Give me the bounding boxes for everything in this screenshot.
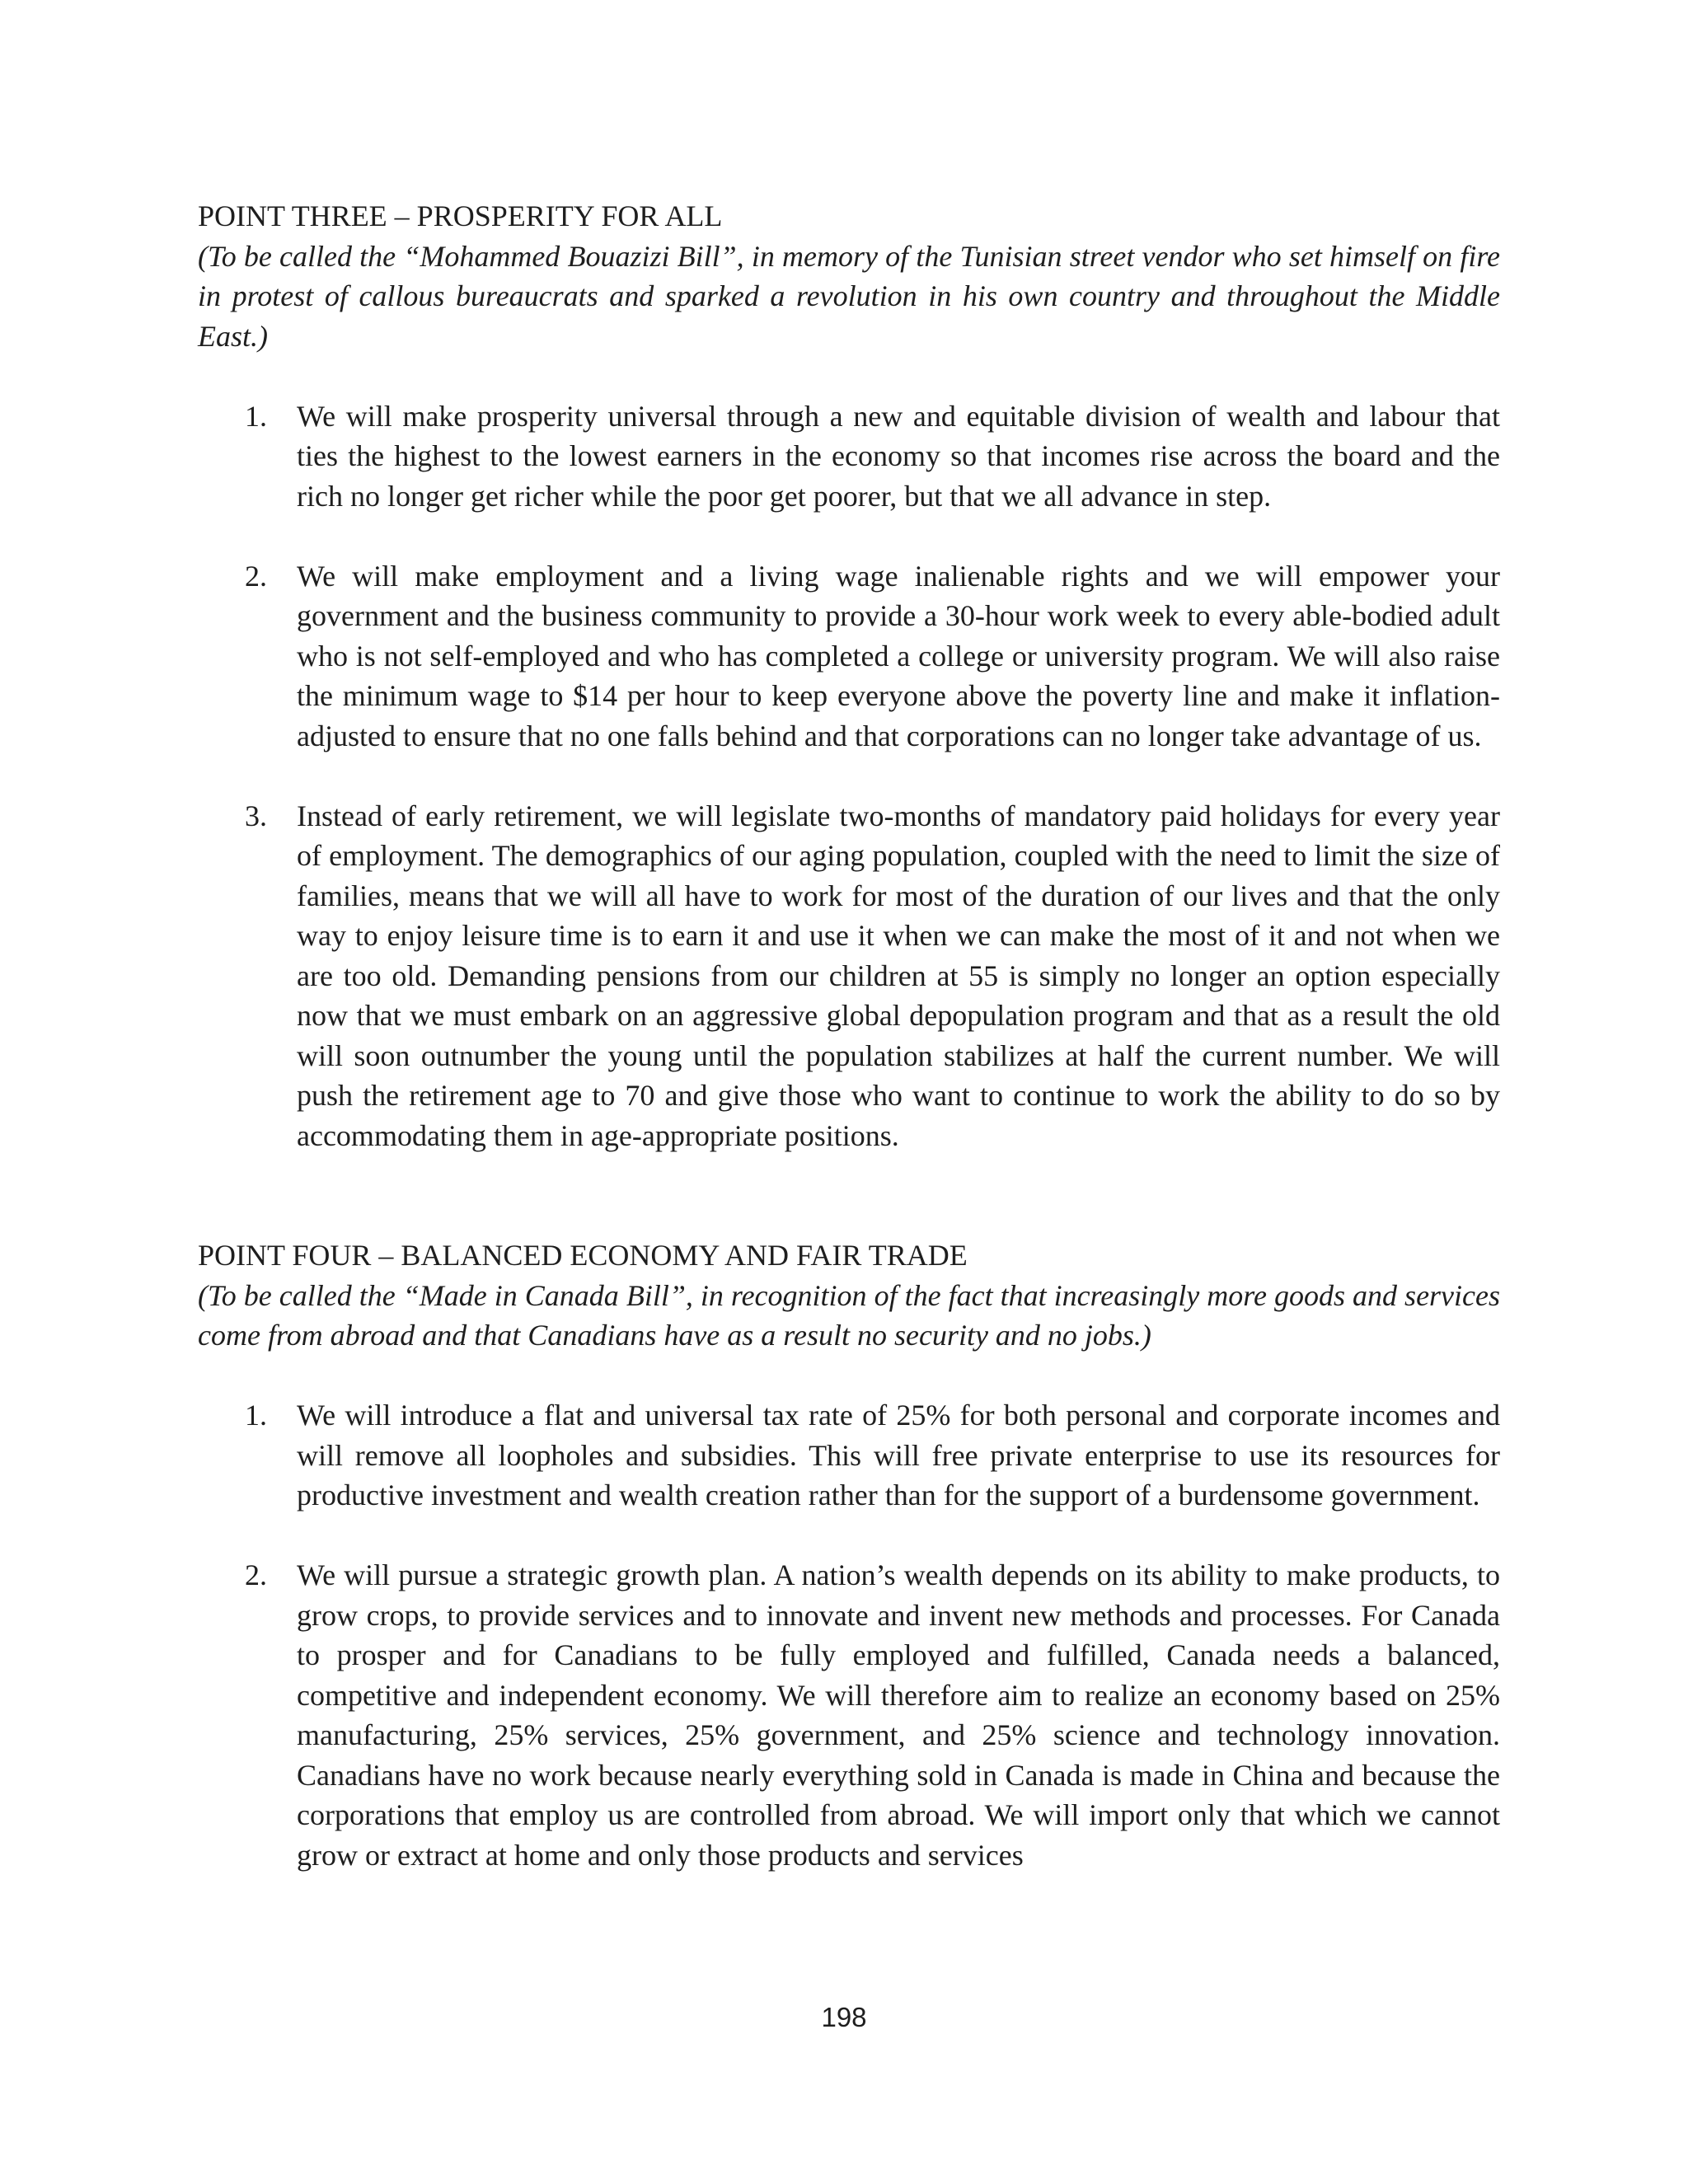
section-heading: POINT FOUR – BALANCED ECONOMY AND FAIR TRADE [198, 1239, 968, 1272]
list-number: 2. [245, 1558, 267, 1591]
section-point-three [198, 196, 1500, 1155]
list-item [198, 1555, 1500, 1875]
page-number: 198 [821, 2002, 867, 2032]
section-point-four [198, 1235, 1500, 1875]
list-number: 2. [245, 559, 267, 593]
list-item-text: We will make employment and a living wage inalienable rights and we will empower your government and the business community to provide a 30-hour work week to every able-bodied adult who is not self-employed and who has completed a college or university program. We will also raise the minimum wage to $14 per hour to keep everyone above the poverty line and make it inflation-adjusted to ensure that no one falls behind and that corporations can no longer take advantage of us. [297, 559, 1500, 752]
list-item-text: We will pursue a strategic growth plan. A nation’s wealth depends on its ability to make products, to grow crops, to provide services and to innovate and invent new methods and processes. For Canada to prosper and for Canadians to be fully employed and fulfilled, Canada needs a balanced, competitive and independent economy. We will therefore aim to realize an economy based on 25% manufacturing, 25% services, 25% government, and 25% science and technology innovation. Canadians have no work because nearly everything sold in Canada is made in China and because the corporations that employ us are controlled from abroad. We will import only that which we cannot grow or extract at home and only those products and services [297, 1558, 1500, 1872]
numbered-list [198, 1395, 1500, 1875]
list-number: 3. [245, 799, 267, 832]
numbered-list [198, 396, 1500, 1156]
list-item [198, 1395, 1500, 1516]
page-content [198, 196, 1500, 1875]
list-item [198, 556, 1500, 757]
list-item-text: We will make prosperity universal through a new and equitable division of wealth and labour that ties the highest to the lowest earners in the economy so that incomes rise across the board and the rich no longer get richer while the poor get poorer, but that we all advance in step. [297, 399, 1500, 513]
section-heading: POINT THREE – PROSPERITY FOR ALL [198, 199, 723, 232]
list-item [198, 396, 1500, 517]
list-item-text: We will introduce a flat and universal tax rate of 25% for both personal and corporate incomes and will remove all loopholes and subsidies. This will free private enterprise to use its resources for productive investment and wealth creation rather than for the support of a burdensome government. [297, 1399, 1500, 1511]
section-subtitle: (To be called the “Mohammed Bouazizi Bill”, in memory of the Tunisian street vendor who set himself on fire in protest of callous bureaucrats and sparked a revolution in his own country and throughout the Middle East.) [198, 239, 1500, 353]
list-number: 1. [245, 399, 267, 433]
list-item [198, 796, 1500, 1156]
list-item-text: Instead of early retirement, we will legislate two-months of mandatory paid holidays for every year of employment. The demographics of our aging population, coupled with the need to limit the size of families, means that we will all have to work for most of the duration of our lives and that the only way to enjoy leisure time is to earn it and use it when we can make the most of it and not when we are too old. Demanding pensions from our children at 55 is simply no longer an option especially now that we must embark on an aggressive global depopulation program and that as a result the old will soon outnumber the young until the population stabilizes at half the current number. We will push the retirement age to 70 and give those who want to continue to work the ability to do so by accommodating them in age-appropriate positions. [297, 799, 1500, 1152]
list-number: 1. [245, 1399, 267, 1432]
section-subtitle: (To be called the “Made in Canada Bill”, in recognition of the fact that increasingly more goods and services come from abroad and that Canadians have as a result no security and no jobs.) [198, 1278, 1500, 1352]
